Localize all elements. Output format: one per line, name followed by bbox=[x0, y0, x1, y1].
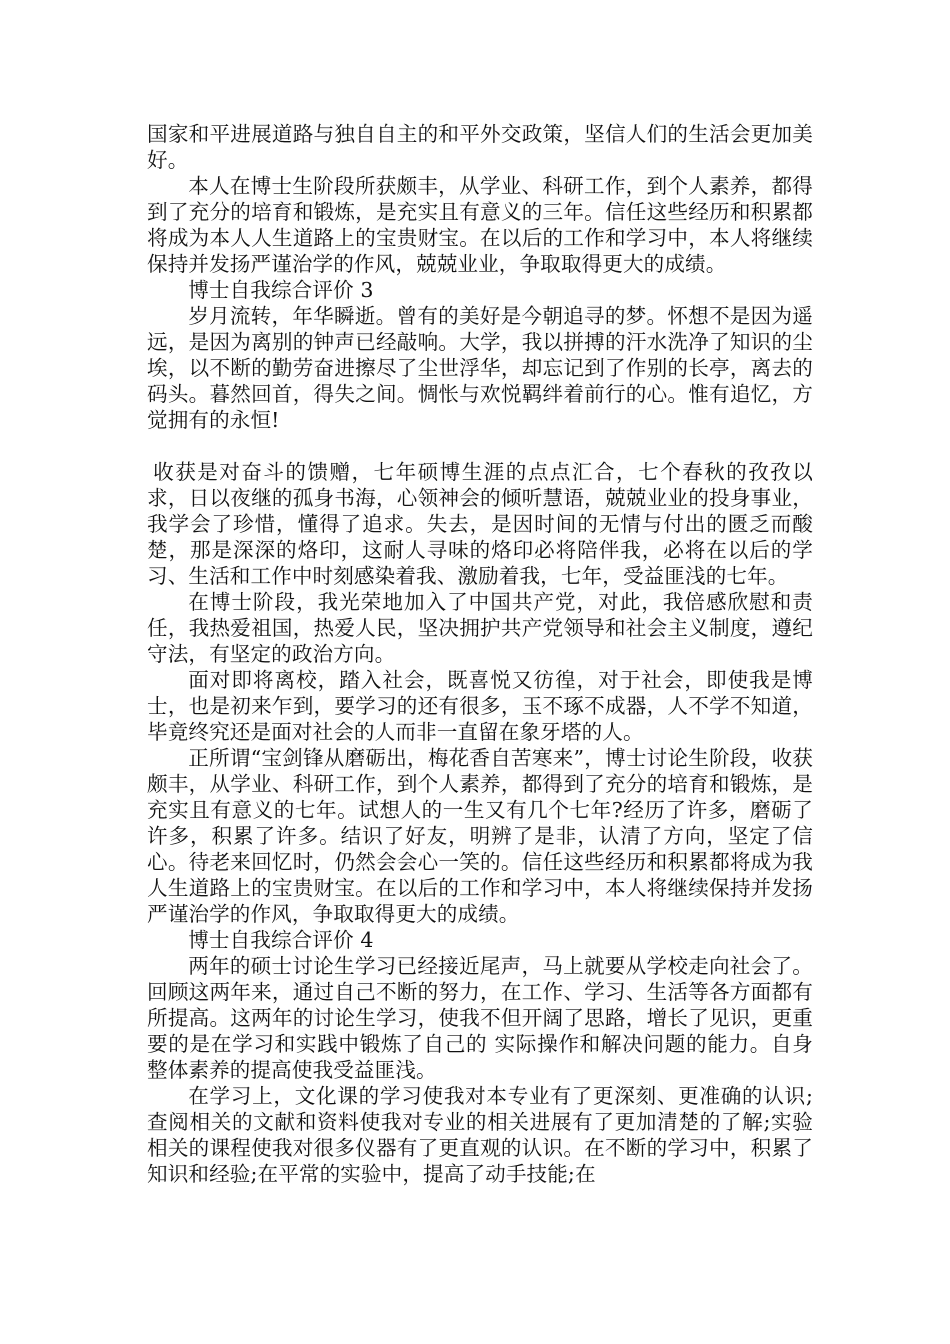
paragraph-phd-summary: 本人在博士生阶段所获颇丰，从学业、科研工作，到个人素养，都得到了充分的培育和锻炼，是充实且有意义的三年。信任这些经历和积累都将成为本人人生道路上的宝贵财宝。在以后的工作和学习中，本人将继续保持并发扬严谨治学的作风，兢兢业业，争取取得更大的成绩。 bbox=[147, 174, 813, 276]
paragraph-masters-study: 两年的硕士讨论生学习已经接近尾声，马上就要从学校走向社会了。回顾这两年来，通过自己不断的努力，在工作、学习、生活等各方面都有所提高。这两年的讨论生学习，使我不但开阔了思路，增长了见识，更重要的是在学习和实践中锻炼了自己的 实际操作和解决问题的能力。自身整体素养的提高使我受益匪浅。 bbox=[147, 954, 813, 1082]
document-page bbox=[147, 121, 813, 1187]
blank-line bbox=[147, 433, 813, 459]
paragraph-learning: 在学习上，文化课的学习使我对本专业有了更深刻、更准确的认识;查阅相关的文献和资料使我对专业的相关进展有了更加清楚的了解;实验相关的课程使我对很多仪器有了更直观的认识。在不断的学习中，积累了知识和经验;在平常的实验中，提高了动手技能;在 bbox=[147, 1084, 813, 1186]
paragraph-sword-edge: 正所谓“宝剑锋从磨砺出，梅花香自苦寒来”，博士讨论生阶段，收获颇丰，从学业、科研工作，到个人素养，都得到了充分的培育和锻炼，是充实且有意义的七年。试想人的一生又有几个七年?经历了许多，磨砺了许多，积累了许多。结识了好友，明辨了是非，认清了方向，坚定了信心。待老来回忆时，仍然会会心一笑的。信任这些经历和积累都将成为我人生道路上的宝贵财宝。在以后的工作和学习中，本人将继续保持并发扬严谨治学的作风，争取取得更大的成绩。 bbox=[147, 746, 813, 926]
paragraph-harvest: 收获是对奋斗的馈赠，七年硕博生涯的点点汇合，七个春秋的孜孜以求，日以夜继的孤身书海，心领神会的倾听慧语，兢兢业业的投身事业，我学会了珍惜，懂得了追求。失去，是因时间的无情与付出的匮乏而酸楚，那是深深的烙印，这耐人寻味的烙印必将陪伴我，必将在以后的学习、生活和工作中时刻感染着我、激励着我，七年，受益匪浅的七年。 bbox=[147, 460, 813, 588]
paragraph-continuation: 国家和平进展道路与独自自主的和平外交政策，坚信人们的生活会更加美好。 bbox=[147, 122, 813, 172]
paragraph-leaving-school: 面对即将离校，踏入社会，既喜悦又彷徨，对于社会，即使我是博士，也是初来乍到，要学习的还有很多，玉不琢不成器，人不学不知道，毕竟终究还是面对社会的人而非一直留在象牙塔的人。 bbox=[147, 668, 813, 744]
paragraph-party-membership: 在博士阶段，我光荣地加入了中国共产党，对此，我倍感欣慰和责任，我热爱祖国，热爱人民，坚决拥护共产党领导和社会主义制度，遵纪守法，有坚定的政治方向。 bbox=[147, 590, 813, 666]
section-heading-3: 博士自我综合评价 3 bbox=[188, 278, 374, 302]
section-heading-4: 博士自我综合评价 4 bbox=[188, 928, 374, 952]
paragraph-years-passing: 岁月流转，年华瞬逝。曾有的美好是今朝追寻的梦。怀想不是因为遥远，是因为离别的钟声已经敲响。大学，我以拼搏的汗水洗净了知识的尘埃，以不断的勤劳奋进擦尽了尘世浮华，却忘记到了作别的长亭，离去的码头。暮然回首，得失之间。惆怅与欢悦羁绊着前行的心。惟有追忆，方觉拥有的永恒! bbox=[147, 304, 813, 432]
